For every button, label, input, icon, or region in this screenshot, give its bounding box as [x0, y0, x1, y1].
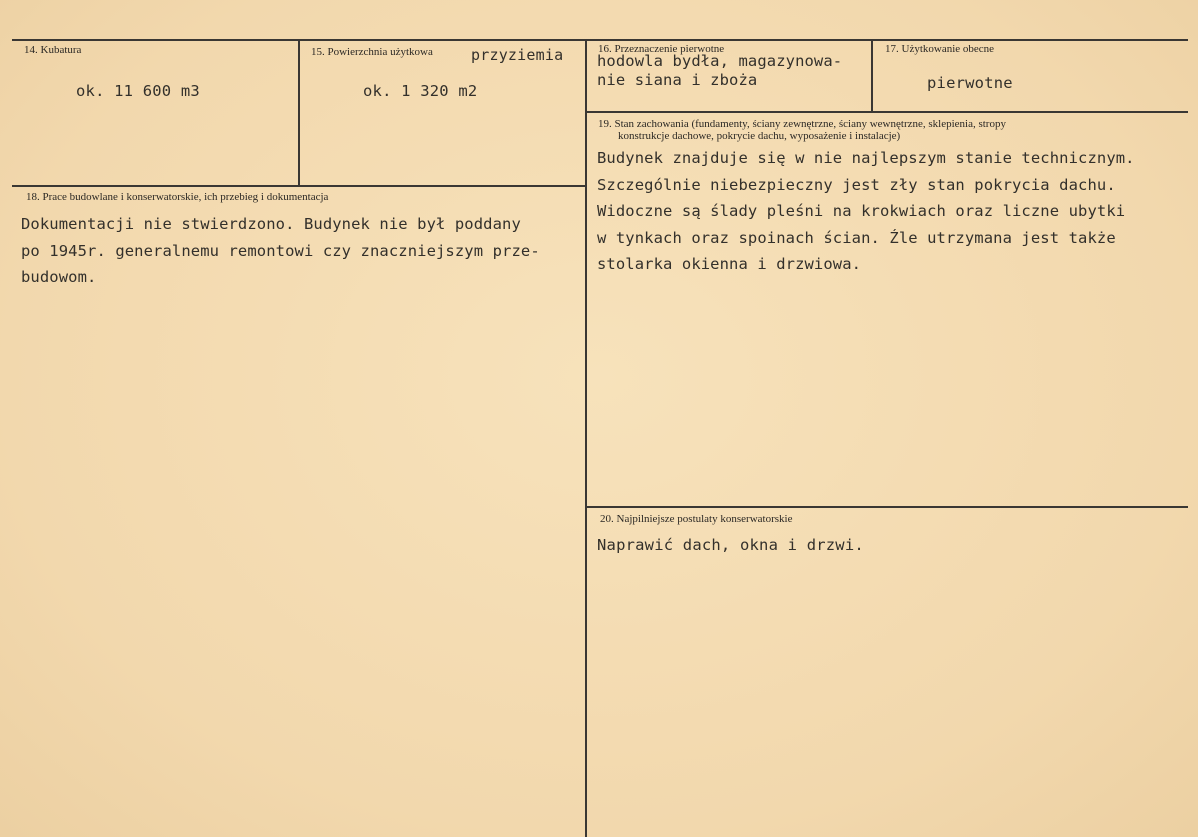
- field-14-label: 14. Kubatura: [24, 44, 82, 56]
- field-18-line-1: Dokumentacji nie stwierdzono. Budynek nie był poddany: [21, 215, 521, 233]
- field-15-label: 15. Powierzchnia użytkowa: [311, 46, 433, 58]
- field-19-line-4: w tynkach oraz spoinach ścian. Źle utrzymana jest także: [597, 228, 1116, 247]
- field-19-line-2: Szczególnie niebezpieczny jest zły stan pokrycia dachu.: [597, 175, 1116, 194]
- rule-row1-left: [12, 185, 587, 187]
- field-14-value: ok. 11 600 m3: [76, 82, 200, 100]
- field-18-value: [21, 211, 540, 291]
- divider-16-17: [871, 39, 873, 111]
- field-17-label: 17. Użytkowanie obecne: [885, 43, 995, 55]
- rule-19-20: [587, 506, 1188, 508]
- field-19-line-1: Budynek znajduje się w nie najlepszym stanie technicznym.: [597, 149, 1135, 167]
- field-16-line-2: nie siana i zboża: [597, 71, 758, 89]
- field-17-value: pierwotne: [927, 74, 1013, 92]
- field-18-line-2: po 1945r. generalnemu remontowi czy znaczniejszym prze-: [21, 241, 540, 260]
- field-19-label: 19. Stan zachowania (fundamenty, ściany zewnętrzne, ściany wewnętrzne, sklepienia, stropy: [598, 118, 1006, 130]
- field-18-line-3: budowom.: [21, 268, 97, 286]
- field-16-value: [597, 52, 842, 90]
- field-19-line-3: Widoczne są ślady pleśni na krokwiach oraz liczne ubytki: [597, 202, 1126, 220]
- field-20-value: Naprawić dach, okna i drzwi.: [597, 536, 864, 554]
- field-19-value: [597, 145, 1135, 278]
- top-rule: [12, 39, 1188, 41]
- field-16-label: 16. Przeznaczenie pierwotne: [598, 43, 725, 55]
- field-20-label: 20. Najpilniejsze postulaty konserwatorskie: [600, 513, 793, 525]
- divider-main: [585, 39, 587, 837]
- field-19-label-line2: konstrukcje dachowe, pokrycie dachu, wyposażenie i instalacje): [618, 130, 901, 142]
- field-16-line-1: hodowla bydła, magazynowa-: [597, 52, 843, 70]
- field-15-value: ok. 1 320 m2: [363, 82, 478, 100]
- field-18-label: 18. Prace budowlane i konserwatorskie, ich przebieg i dokumentacja: [26, 191, 329, 203]
- divider-14-15: [298, 39, 300, 185]
- rule-row1-right: [587, 111, 1188, 113]
- field-15-label-suffix: przyziemia: [471, 46, 564, 64]
- field-19-line-5: stolarka okienna i drzwiowa.: [597, 255, 862, 273]
